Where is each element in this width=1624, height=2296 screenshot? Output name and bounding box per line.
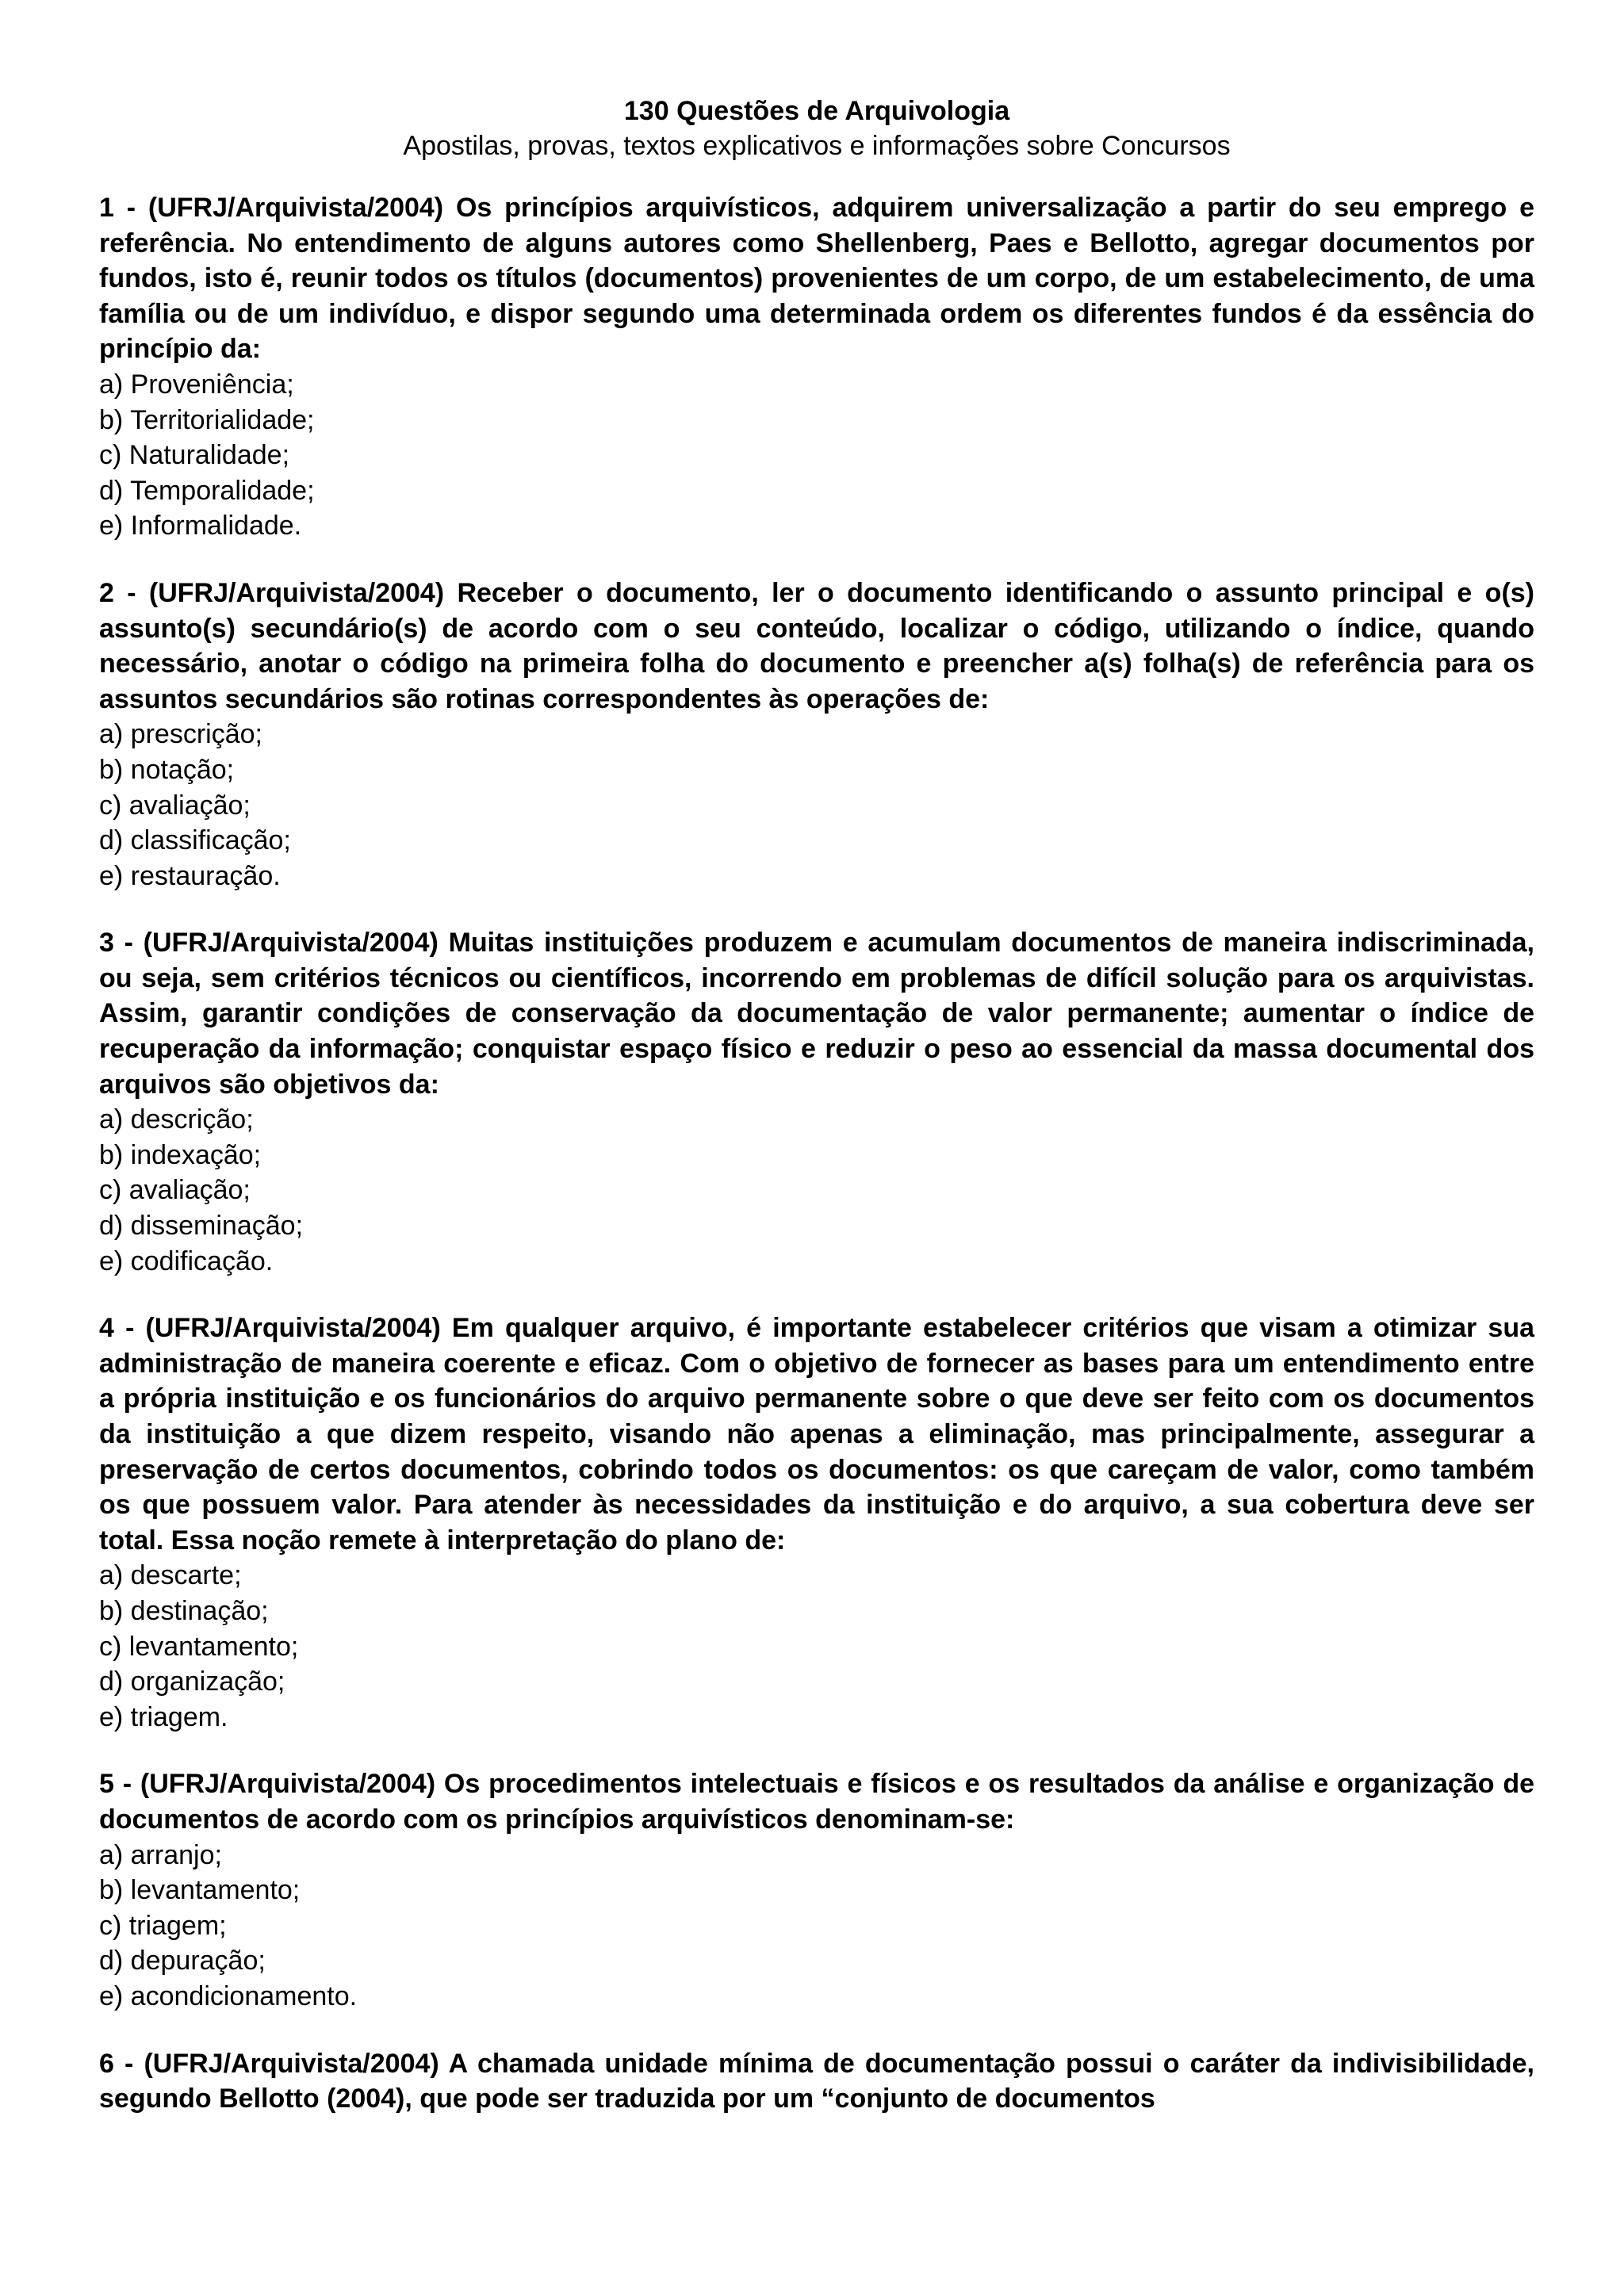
option-a: a) descarte;: [99, 1560, 242, 1591]
option-c: c) triagem;: [99, 1910, 227, 1941]
question-stem: 6 - (UFRJ/Arquivista/2004) A chamada unidade mínima de documentação possui o caráter da indivisibilidade, segundo Bellotto (2004), que pode ser traduzida por um “conjunto de documentos: [99, 2048, 1534, 2114]
document-title: 130 Questões de Arquivologia: [623, 96, 1010, 126]
option-b: b) levantamento;: [99, 1875, 301, 1906]
question-1: [99, 190, 1534, 544]
option-b: b) Territorialidade;: [99, 404, 315, 435]
option-a: a) arranjo;: [99, 1839, 222, 1870]
option-a: a) prescrição;: [99, 719, 262, 750]
question-5: [99, 1766, 1534, 2014]
option-c: c) levantamento;: [99, 1631, 299, 1662]
option-d: d) classificação;: [99, 825, 291, 856]
document-subtitle: Apostilas, provas, textos explicativos e informações sobre Concursos: [403, 131, 1231, 161]
option-list: [99, 717, 1534, 894]
option-c: c) Naturalidade;: [99, 440, 290, 471]
option-e: e) acondicionamento.: [99, 1980, 358, 2011]
question-stem: 2 - (UFRJ/Arquivista/2004) Receber o documento, ler o documento identificando o assunto principal e o(s) assunto(s) secundário(s) de acordo com o seu conteúdo, localizar o código, utilizando o índice, quando necessário, anotar o código na primeira folha do documento e preencher a(s) folha(s) de referência para os assuntos secundários são rotinas correspondentes às operações de:: [99, 577, 1534, 714]
option-d: d) organização;: [99, 1667, 285, 1697]
option-c: c) avaliação;: [99, 790, 251, 821]
option-e: e) restauração.: [99, 860, 281, 891]
option-list: [99, 1102, 1534, 1279]
question-stem: 1 - (UFRJ/Arquivista/2004) Os princípios arquivísticos, adquirem universalização a partir do seu emprego e referência. No entendimento de alguns autores como Shellenberg, Paes e Bellotto, agregar documentos por fundos, isto é, reunir todos os títulos (documentos) provenientes de um corpo, de um estabelecimento, de uma família ou de um indivíduo, e dispor segundo uma determinada ordem os diferentes fundos é da essência do princípio da:: [99, 193, 1534, 365]
option-c: c) avaliação;: [99, 1175, 251, 1206]
option-d: d) depuração;: [99, 1946, 266, 1976]
option-e: e) triagem.: [99, 1701, 228, 1732]
question-6: [99, 2046, 1534, 2117]
option-a: a) Proveniência;: [99, 369, 294, 400]
option-e: e) codificação.: [99, 1246, 274, 1276]
option-d: d) disseminação;: [99, 1211, 304, 1242]
option-a: a) descrição;: [99, 1104, 254, 1135]
option-list: [99, 367, 1534, 544]
option-e: e) Informalidade.: [99, 511, 302, 541]
question-stem: 5 - (UFRJ/Arquivista/2004) Os procedimentos intelectuais e físicos e os resultados da análise e organização de documentos de acordo com os princípios arquivísticos denominam-se:: [99, 1769, 1534, 1835]
question-stem: 3 - (UFRJ/Arquivista/2004) Muitas instituições produzem e acumulam documentos de maneira indiscriminada, ou seja, sem critérios técnicos ou científicos, incorrendo em problemas de difícil solução para os arquivistas. Assim, garantir condições de conservação da documentação de valor permanente; aumentar o índice de recuperação da informação; conquistar espaço físico e reduzir o peso ao essencial da massa documental dos arquivos são objetivos da:: [99, 928, 1534, 1100]
option-b: b) indexação;: [99, 1139, 262, 1170]
option-b: b) destinação;: [99, 1595, 269, 1626]
document-header: [99, 94, 1534, 163]
question-stem: 4 - (UFRJ/Arquivista/2004) Em qualquer arquivo, é importante estabelecer critérios que visam a otimizar sua administração de maneira coerente e eficaz. Com o objetivo de fornecer as bases para um entendimento entre a própria instituição e os funcionários do arquivo permanente sobre o que deve ser feito com os documentos da instituição a que dizem respeito, visando não apenas a eliminação, mas principalmente, assegurar a preservação de certos documentos, cobrindo todos os documentos: os que careçam de valor, como também os que possuem valor. Para atender às necessidades da instituição e do arquivo, a sua cobertura deve ser total. Essa noção remete à interpretação do plano de:: [99, 1313, 1534, 1556]
question-4: [99, 1311, 1534, 1735]
option-list: [99, 1558, 1534, 1735]
question-2: [99, 576, 1534, 894]
question-3: [99, 925, 1534, 1279]
option-d: d) Temporalidade;: [99, 475, 315, 506]
option-list: [99, 1838, 1534, 2015]
option-b: b) notação;: [99, 754, 235, 785]
document-page: [99, 94, 1534, 2149]
